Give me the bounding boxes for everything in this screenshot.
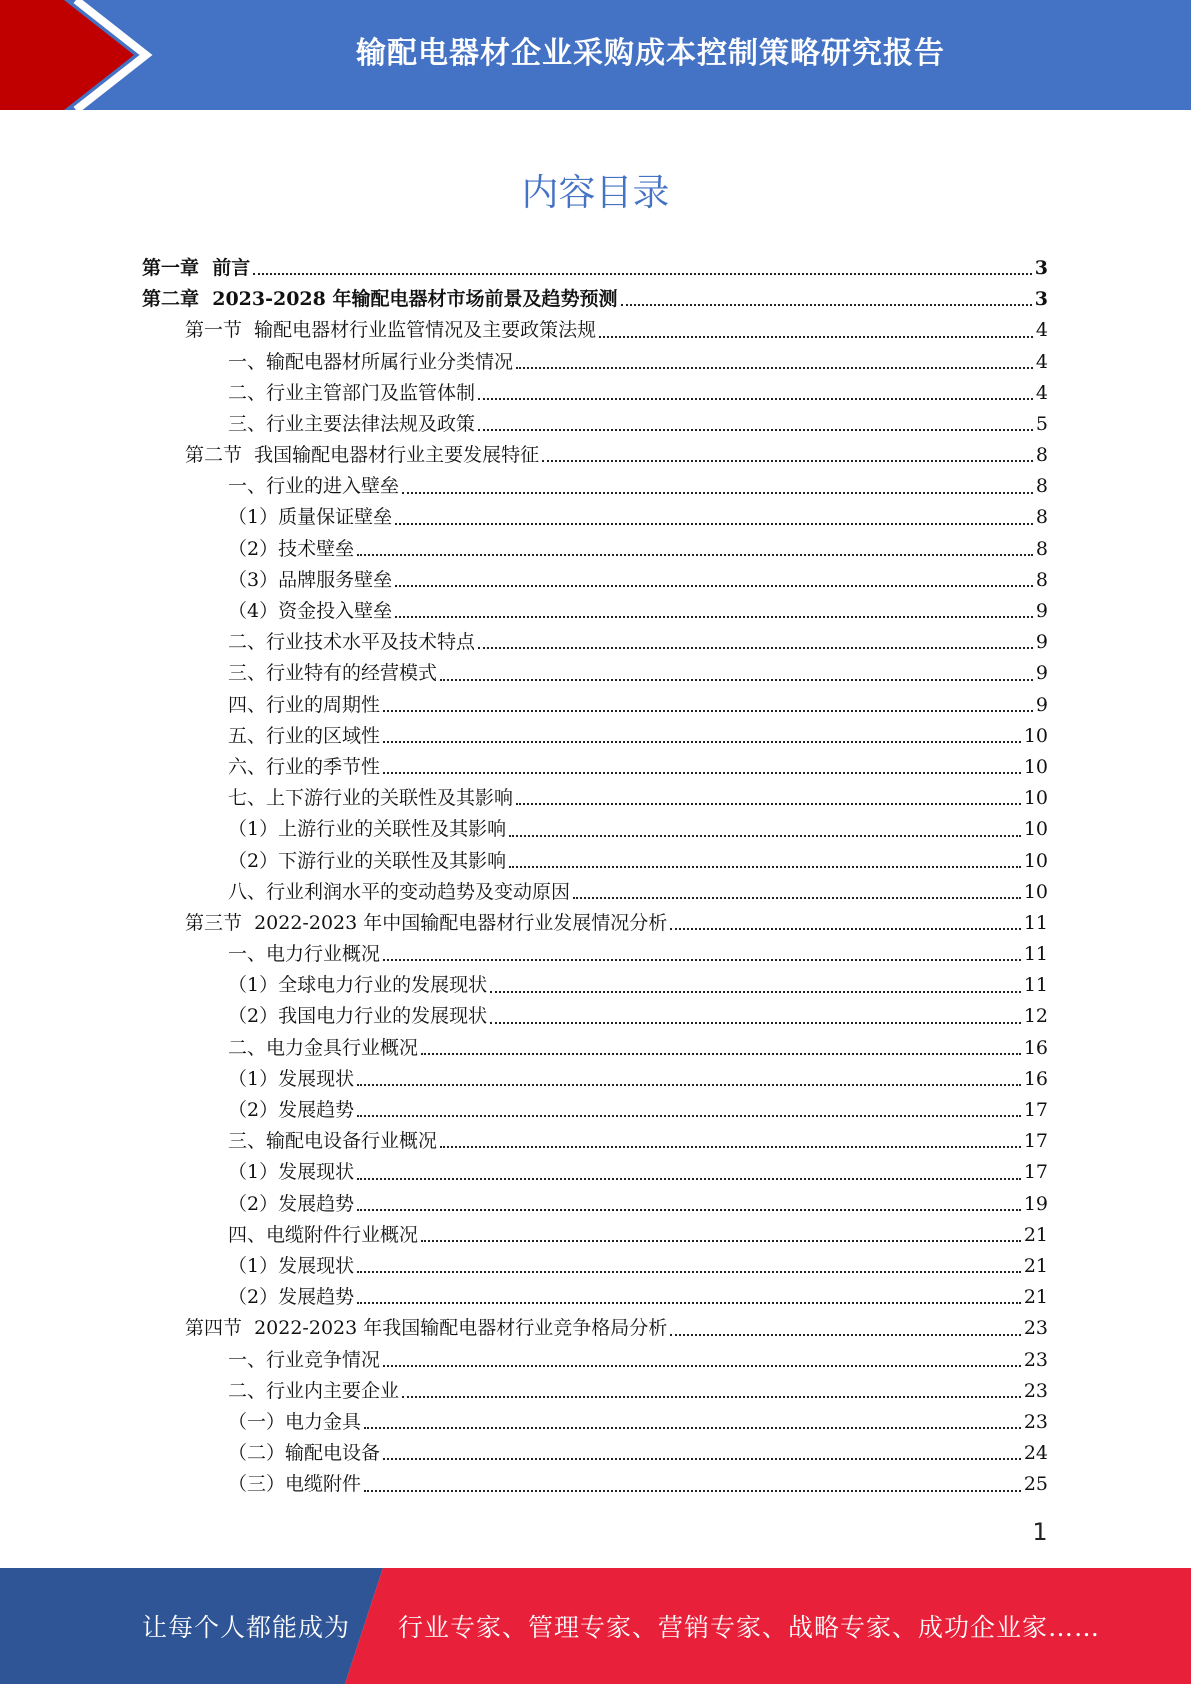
toc-leader-dots (542, 460, 1033, 462)
toc-entry-page: 25 (1023, 1473, 1048, 1496)
toc-entry[interactable] (142, 253, 1048, 284)
toc-entry-label: 一、电力行业概况 (228, 943, 381, 966)
toc-entry-page: 23 (1023, 1379, 1048, 1402)
toc-entry-page: 16 (1023, 1067, 1048, 1090)
toc-leader-dots (357, 1271, 1021, 1273)
toc-entry-label: 一、行业竞争情况 (228, 1348, 381, 1371)
toc-entry-label: 第三节 2022-2023 年中国输配电器材行业发展情况分析 (185, 911, 668, 934)
toc-entry-page: 24 (1023, 1442, 1048, 1465)
toc-entry-page: 11 (1023, 974, 1048, 997)
toc-entry-page: 4 (1035, 381, 1048, 404)
toc-entry-page: 9 (1035, 631, 1048, 654)
toc-entry-label: 二、行业主管部门及监管体制 (228, 381, 476, 404)
toc-entry-page: 10 (1023, 787, 1048, 810)
toc-entry[interactable] (142, 1282, 1048, 1313)
toc-entry-label: （4）资金投入壁垒 (228, 600, 393, 623)
toc-leader-dots (478, 647, 1033, 649)
toc-leader-dots (516, 367, 1033, 369)
toc-entry-page: 17 (1023, 1161, 1048, 1184)
toc-entry[interactable] (142, 503, 1048, 534)
page-number: 1 (1032, 1518, 1048, 1546)
table-of-contents (142, 253, 1048, 1501)
toc-entry[interactable] (142, 658, 1048, 689)
toc-entry-page: 10 (1023, 849, 1048, 872)
toc-entry-label: （2）发展趋势 (228, 1286, 355, 1309)
toc-entry[interactable] (142, 939, 1048, 970)
toc-entry-label: （2）发展趋势 (228, 1192, 355, 1215)
toc-entry[interactable] (142, 596, 1048, 627)
toc-entry-page: 19 (1023, 1192, 1048, 1215)
toc-entry[interactable] (142, 1313, 1048, 1344)
toc-entry-label: 三、输配电设备行业概况 (228, 1130, 438, 1153)
toc-entry-page: 9 (1035, 693, 1048, 716)
toc-entry-page: 11 (1023, 911, 1048, 934)
toc-entry-label: （2）技术壁垒 (228, 537, 355, 560)
page-footer (0, 1568, 1191, 1684)
toc-entry-page: 5 (1035, 412, 1048, 435)
toc-entry-label: 一、行业的进入壁垒 (228, 475, 400, 498)
toc-leader-dots (357, 554, 1033, 556)
toc-entry[interactable] (142, 877, 1048, 908)
toc-leader-dots (253, 273, 1032, 275)
toc-entry-label: 八、行业利润水平的变动趋势及变动原因 (228, 880, 571, 903)
toc-entry[interactable] (142, 378, 1048, 409)
toc-entry-label: （2）我国电力行业的发展现状 (228, 1005, 488, 1028)
toc-entry-label: （二）输配电设备 (228, 1442, 381, 1465)
toc-leader-dots (490, 991, 1021, 993)
toc-entry[interactable] (142, 1095, 1048, 1126)
toc-entry[interactable] (142, 846, 1048, 877)
toc-leader-dots (357, 1209, 1021, 1211)
toc-entry-page: 9 (1035, 662, 1048, 685)
toc-leader-dots (383, 710, 1033, 712)
toc-entry-label: 四、行业的周期性 (228, 693, 381, 716)
toc-entry[interactable] (142, 814, 1048, 845)
toc-entry-page: 23 (1023, 1410, 1048, 1433)
toc-entry-label: 三、行业特有的经营模式 (228, 662, 438, 685)
toc-entry[interactable] (142, 783, 1048, 814)
toc-entry-label: （三）电缆附件 (228, 1473, 362, 1496)
toc-leader-dots (383, 772, 1021, 774)
toc-leader-dots (573, 897, 1021, 899)
toc-entry-label: （3）品牌服务壁垒 (228, 568, 393, 591)
toc-entry-label: 二、电力金具行业概况 (228, 1036, 419, 1059)
toc-entry-label: 七、上下游行业的关联性及其影响 (228, 787, 514, 810)
toc-leader-dots (440, 1146, 1021, 1148)
toc-leader-dots (421, 1240, 1021, 1242)
toc-leader-dots (402, 492, 1033, 494)
toc-entry-label: 第二章 2023-2028 年输配电器材市场前景及趋势预测 (142, 288, 618, 311)
toc-entry[interactable] (142, 315, 1048, 346)
toc-entry-page: 17 (1023, 1130, 1048, 1153)
toc-entry-page: 8 (1035, 444, 1048, 467)
toc-entry[interactable] (142, 565, 1048, 596)
toc-entry[interactable] (142, 1002, 1048, 1033)
toc-entry[interactable] (142, 627, 1048, 658)
footer-slogan-left: 让每个人都能成为 (142, 1613, 351, 1642)
toc-entry-label: （一）电力金具 (228, 1410, 362, 1433)
toc-leader-dots (357, 1115, 1021, 1117)
toc-entry-page: 10 (1023, 818, 1048, 841)
toc-entry[interactable] (142, 1126, 1048, 1157)
toc-entry-page: 3 (1034, 256, 1048, 279)
toc-entry[interactable] (142, 1189, 1048, 1220)
toc-entry-label: （2）下游行业的关联性及其影响 (228, 849, 507, 872)
toc-entry-page: 16 (1023, 1036, 1048, 1059)
toc-entry-label: （1）上游行业的关联性及其影响 (228, 818, 507, 841)
toc-entry[interactable] (142, 409, 1048, 440)
toc-leader-dots (383, 1365, 1021, 1367)
toc-entry-page: 8 (1035, 506, 1048, 529)
toc-entry-page: 21 (1023, 1223, 1048, 1246)
toc-entry[interactable] (142, 1376, 1048, 1407)
toc-leader-dots (599, 336, 1033, 338)
toc-leader-dots (364, 1490, 1021, 1492)
toc-leader-dots (621, 304, 1032, 306)
toc-entry-label: （1）发展现状 (228, 1254, 355, 1277)
toc-entry[interactable] (142, 440, 1048, 471)
toc-leader-dots (395, 523, 1033, 525)
toc-entry-label: 五、行业的区域性 (228, 724, 381, 747)
toc-entry[interactable] (142, 534, 1048, 565)
toc-leader-dots (402, 1396, 1021, 1398)
toc-leader-dots (357, 1084, 1021, 1086)
toc-entry[interactable] (142, 752, 1048, 783)
toc-leader-dots (670, 1334, 1021, 1336)
toc-entry[interactable] (142, 721, 1048, 752)
toc-leader-dots (357, 1302, 1021, 1304)
toc-entry-page: 3 (1034, 288, 1048, 311)
toc-heading: 内容目录 (521, 171, 670, 214)
toc-entry-label: 第二节 我国输配电器材行业主要发展特征 (185, 444, 540, 467)
toc-leader-dots (383, 959, 1021, 961)
toc-leader-dots (490, 1022, 1021, 1024)
toc-entry-page: 10 (1023, 755, 1048, 778)
page-header (0, 0, 1191, 110)
toc-entry[interactable] (142, 347, 1048, 378)
toc-entry[interactable] (142, 1157, 1048, 1188)
toc-leader-dots (383, 1458, 1021, 1460)
toc-entry[interactable] (142, 1220, 1048, 1251)
toc-entry-label: 四、电缆附件行业概况 (228, 1223, 419, 1246)
toc-leader-dots (478, 398, 1033, 400)
toc-entry-label: 二、行业技术水平及技术特点 (228, 631, 476, 654)
toc-entry-label: 三、行业主要法律法规及政策 (228, 412, 476, 435)
toc-entry-page: 10 (1023, 880, 1048, 903)
toc-entry[interactable] (142, 908, 1048, 939)
report-title: 输配电器材企业采购成本控制策略研究报告 (356, 36, 945, 71)
toc-entry[interactable] (142, 471, 1048, 502)
toc-leader-dots (395, 585, 1033, 587)
toc-entry[interactable] (142, 284, 1048, 315)
toc-entry[interactable] (142, 1345, 1048, 1376)
toc-leader-dots (516, 803, 1021, 805)
toc-leader-dots (364, 1427, 1021, 1429)
toc-entry[interactable] (142, 1251, 1048, 1282)
toc-entry-label: 第四节 2022-2023 年我国输配电器材行业竞争格局分析 (185, 1317, 668, 1340)
toc-entry-page: 8 (1035, 475, 1048, 498)
toc-leader-dots (478, 429, 1033, 431)
toc-entry-label: （1）发展现状 (228, 1067, 355, 1090)
toc-entry-label: 第一节 输配电器材行业监管情况及主要政策法规 (185, 319, 597, 342)
toc-entry-label: 一、输配电器材所属行业分类情况 (228, 350, 514, 373)
toc-entry[interactable] (142, 690, 1048, 721)
toc-leader-dots (670, 928, 1021, 930)
toc-entry-page: 11 (1023, 943, 1048, 966)
toc-entry[interactable] (142, 1064, 1048, 1095)
toc-leader-dots (509, 835, 1021, 837)
toc-entry-page: 8 (1035, 537, 1048, 560)
toc-entry-page: 12 (1023, 1005, 1048, 1028)
toc-entry-page: 10 (1023, 724, 1048, 747)
toc-entry-label: 六、行业的季节性 (228, 755, 381, 778)
toc-entry-label: （1）全球电力行业的发展现状 (228, 974, 488, 997)
toc-entry-page: 4 (1035, 350, 1048, 373)
toc-leader-dots (509, 866, 1021, 868)
toc-entry-page: 4 (1035, 319, 1048, 342)
toc-entry-label: （2）发展趋势 (228, 1099, 355, 1122)
toc-entry[interactable] (142, 1469, 1048, 1500)
toc-leader-dots (357, 1178, 1021, 1180)
toc-leader-dots (395, 616, 1033, 618)
toc-entry-page: 23 (1023, 1348, 1048, 1371)
toc-entry-page: 21 (1023, 1254, 1048, 1277)
toc-entry[interactable] (142, 970, 1048, 1001)
toc-leader-dots (421, 1053, 1021, 1055)
toc-entry-page: 9 (1035, 600, 1048, 623)
toc-entry-page: 23 (1023, 1317, 1048, 1340)
toc-entry[interactable] (142, 1407, 1048, 1438)
toc-entry-label: （1）质量保证壁垒 (228, 506, 393, 529)
toc-leader-dots (440, 679, 1033, 681)
toc-entry-page: 21 (1023, 1286, 1048, 1309)
toc-entry[interactable] (142, 1438, 1048, 1469)
toc-entry-label: （1）发展现状 (228, 1161, 355, 1184)
footer-slogan-right: 行业专家、管理专家、营销专家、战略专家、成功企业家…… (398, 1613, 1101, 1642)
toc-leader-dots (383, 741, 1021, 743)
toc-entry-page: 8 (1035, 568, 1048, 591)
toc-entry-label: 第一章 前言 (142, 256, 251, 279)
toc-entry[interactable] (142, 1033, 1048, 1064)
toc-entry-label: 二、行业内主要企业 (228, 1379, 400, 1402)
toc-entry-page: 17 (1023, 1099, 1048, 1122)
